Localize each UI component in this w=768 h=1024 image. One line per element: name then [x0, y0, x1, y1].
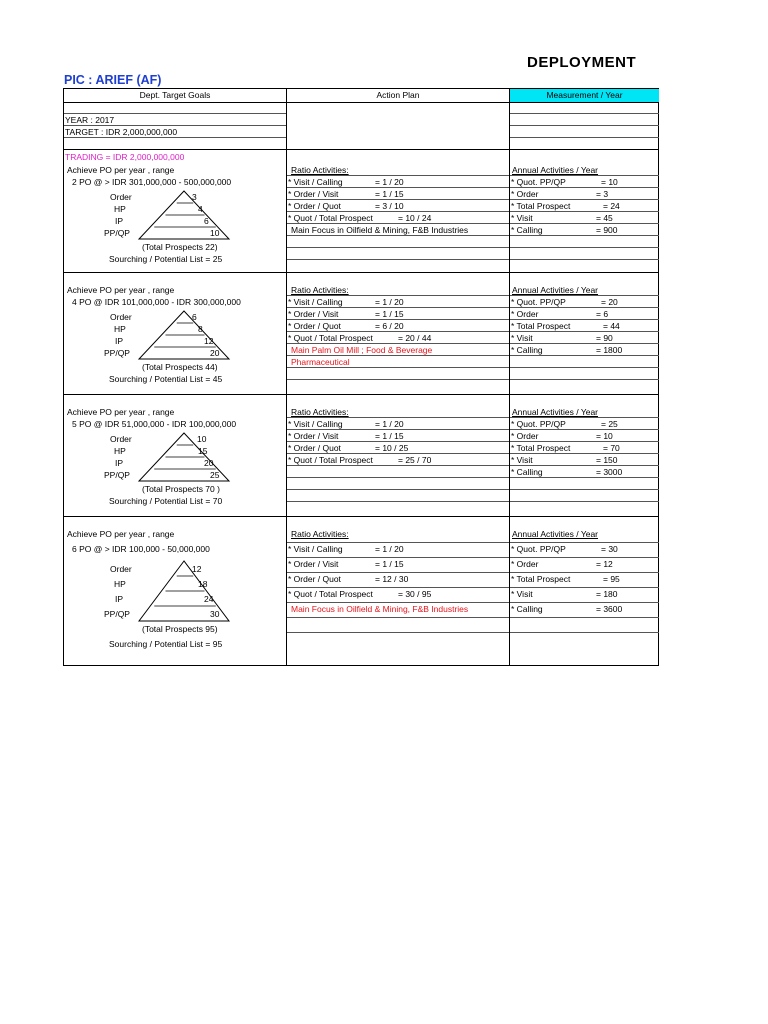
pyramid-level-label: Order: [110, 312, 132, 322]
annual-label: * Visit: [511, 455, 533, 465]
year-label: YEAR : 2017: [65, 115, 115, 125]
annual-value: = 45: [596, 213, 613, 223]
pyramid-level-label: PP/QP: [104, 348, 130, 358]
pyramid-level-value: 15: [198, 446, 208, 456]
focus-note: Main Focus in Oilfield & Mining, F&B Industries: [291, 604, 469, 614]
ratio-title: Ratio Activities:: [291, 529, 349, 539]
row-line: [287, 331, 509, 332]
row-line: [510, 199, 659, 200]
pyramid-level-value: 24: [204, 593, 214, 604]
annual-value: = 900: [596, 225, 618, 235]
annual-label: * Order: [511, 431, 539, 441]
annual-label: * Calling: [511, 604, 543, 614]
ratio-value: = 1 / 15: [375, 431, 404, 441]
pyramid-level-value: 8: [198, 324, 203, 334]
ratio-value: = 1 / 20: [375, 177, 404, 187]
annual-label: * Total Prospect: [511, 574, 571, 584]
focus-note: Main Focus in Oilfield & Mining, F&B Industries: [291, 225, 469, 235]
pyramid-level-label: HP: [114, 324, 126, 334]
annual-label: * Total Prospect: [511, 201, 571, 211]
total-prospects-label: (Total Prospects 95): [142, 624, 218, 634]
ratio-value: = 1 / 20: [375, 544, 404, 554]
row-line: [287, 379, 509, 380]
pyramid-level-value: 4: [198, 204, 203, 214]
pyramid-level-value: 30: [210, 608, 220, 619]
pyramid-level-label: IP: [115, 336, 124, 346]
row-line: [287, 211, 509, 212]
row-line: [287, 465, 509, 466]
pyramid-level-value: 12: [204, 336, 214, 346]
ratio-label: * Order / Quot: [288, 321, 341, 331]
po-range-label: 2 PO @ > IDR 301,000,000 - 500,000,000: [72, 177, 232, 187]
ratio-value: = 25 / 70: [398, 455, 432, 465]
row-line: [287, 572, 509, 573]
pyramid-level-label: Order: [110, 563, 132, 574]
annual-value: = 3: [596, 189, 609, 199]
achieve-label: Achieve PO per year , range: [67, 165, 175, 175]
annual-label: * Quot. PP/QP: [511, 297, 566, 307]
row-line: [287, 187, 509, 188]
row-line: [287, 489, 509, 490]
trading-label: TRADING = IDR 2,000,000,000: [65, 152, 185, 162]
ratio-value: = 10 / 25: [375, 443, 409, 453]
pyramid-level-label: HP: [114, 204, 126, 214]
row-line: [287, 632, 509, 633]
annual-title: Annual Activities / Year: [512, 165, 599, 175]
pyramid-level-value: 6: [192, 312, 197, 322]
annual-label: * Order: [511, 189, 539, 199]
row-line: [510, 247, 659, 248]
achieve-label: Achieve PO per year , range: [67, 285, 175, 295]
sourcing-label: Sourching / Potential List = 25: [109, 254, 223, 264]
row-line: [287, 307, 509, 308]
pyramid-level-label: IP: [115, 458, 124, 468]
row-line: [287, 247, 509, 248]
pyramid-level-value: 10: [197, 434, 207, 444]
focus-note: Pharmaceutical: [291, 357, 350, 367]
ratio-label: * Visit / Calling: [288, 177, 343, 187]
ratio-value: = 1 / 15: [375, 309, 404, 319]
ratio-label: * Visit / Calling: [288, 544, 343, 554]
ratio-value: = 30 / 95: [398, 589, 432, 599]
row-line: [510, 587, 659, 588]
row-line: [510, 307, 659, 308]
annual-value: = 95: [603, 574, 620, 584]
row-line: [510, 295, 659, 296]
pyramid-level-label: IP: [115, 593, 124, 604]
row-line: [510, 235, 659, 236]
row-line: [510, 187, 659, 188]
row-line: [287, 453, 509, 454]
header-dept-target-goals: Dept. Target Goals: [139, 90, 211, 100]
annual-value: = 180: [596, 589, 618, 599]
row-line: [287, 355, 509, 356]
row-line: [510, 331, 659, 332]
row-line: [510, 259, 659, 260]
ratio-value: = 1 / 20: [375, 419, 404, 429]
annual-label: * Calling: [511, 467, 543, 477]
ratio-label: * Order / Quot: [288, 574, 341, 584]
ratio-label: * Order / Visit: [288, 559, 339, 569]
pyramid-level-value: 18: [198, 578, 208, 589]
total-prospects-label: (Total Prospects 22): [142, 242, 218, 252]
ratio-value: = 3 / 10: [375, 201, 404, 211]
header-divider: [64, 102, 658, 103]
header-measurement-year: Measurement / Year: [510, 89, 659, 102]
row-line: [510, 223, 659, 224]
ratio-label: * Quot / Total Prospect: [288, 213, 373, 223]
row-line: [287, 319, 509, 320]
page-title: DEPLOYMENT: [527, 54, 637, 71]
ratio-label: * Visit / Calling: [288, 419, 343, 429]
focus-note: Main Palm Oil Mill ; Food & Beverage: [291, 345, 433, 355]
annual-value: = 20: [601, 297, 618, 307]
annual-value: = 25: [601, 419, 618, 429]
row-line: [510, 175, 659, 176]
pyramid-level-label: HP: [114, 578, 126, 589]
annual-label: * Order: [511, 309, 539, 319]
ratio-label: * Order / Quot: [288, 443, 341, 453]
row-line: [510, 465, 659, 466]
row-line: [510, 355, 659, 356]
row-line: [510, 319, 659, 320]
annual-value: = 3600: [596, 604, 623, 614]
row-line: [287, 417, 509, 418]
annual-value: = 1800: [596, 345, 623, 355]
header-action-plan: Action Plan: [376, 90, 420, 100]
pyramid-level-value: 20: [204, 458, 214, 468]
ratio-value: = 6 / 20: [375, 321, 404, 331]
pyramid-level-label: HP: [114, 446, 126, 456]
ratio-label: * Order / Visit: [288, 431, 339, 441]
row-line: [510, 542, 659, 543]
pyramid-level-value: 3: [192, 192, 197, 202]
row-line: [64, 113, 286, 114]
ratio-value: = 20 / 44: [398, 333, 432, 343]
row-line: [287, 429, 509, 430]
row-line: [510, 441, 659, 442]
ratio-label: * Quot / Total Prospect: [288, 333, 373, 343]
deployment-table: [63, 88, 659, 666]
pyramid-level-value: 6: [204, 216, 209, 226]
annual-label: * Visit: [511, 589, 533, 599]
annual-label: * Quot. PP/QP: [511, 419, 566, 429]
ratio-label: * Order / Visit: [288, 309, 339, 319]
row-line: [287, 259, 509, 260]
annual-label: * Quot. PP/QP: [511, 177, 566, 187]
annual-title: Annual Activities / Year: [512, 407, 599, 417]
annual-label: * Calling: [511, 225, 543, 235]
pyramid-level-label: PP/QP: [104, 228, 130, 238]
po-range-label: 5 PO @ IDR 51,000,000 - IDR 100,000,000: [72, 419, 237, 429]
pyramid-level-label: IP: [115, 216, 124, 226]
sourcing-label: Sourching / Potential List = 95: [109, 639, 223, 649]
row-line: [287, 557, 509, 558]
row-line: [287, 175, 509, 176]
ratio-title: Ratio Activities:: [291, 285, 349, 295]
annual-value: = 30: [601, 544, 618, 554]
row-line: [510, 417, 659, 418]
row-line: [510, 429, 659, 430]
row-line: [510, 343, 659, 344]
ratio-label: * Quot / Total Prospect: [288, 455, 373, 465]
annual-value: = 6: [596, 309, 609, 319]
ratio-label: * Order / Quot: [288, 201, 341, 211]
pyramid-level-label: Order: [110, 434, 132, 444]
row-line: [287, 295, 509, 296]
annual-value: = 10: [596, 431, 613, 441]
row-line: [510, 137, 659, 138]
row-line: [287, 199, 509, 200]
annual-title: Annual Activities / Year: [512, 285, 599, 295]
annual-label: * Visit: [511, 333, 533, 343]
annual-label: * Total Prospect: [511, 443, 571, 453]
row-line: [510, 632, 659, 633]
row-line: [510, 113, 659, 114]
ratio-value: = 1 / 20: [375, 297, 404, 307]
ratio-value: = 1 / 15: [375, 189, 404, 199]
annual-value: = 70: [603, 443, 620, 453]
pyramid-level-value: 20: [210, 348, 220, 358]
annual-label: * Total Prospect: [511, 321, 571, 331]
row-line: [287, 343, 509, 344]
ratio-label: * Visit / Calling: [288, 297, 343, 307]
annual-label: * Quot. PP/QP: [511, 544, 566, 554]
annual-value: = 10: [601, 177, 618, 187]
row-line: [287, 602, 509, 603]
section-divider: [64, 394, 658, 395]
pyramid-level-label: PP/QP: [104, 470, 130, 480]
pyramid-level-value: 25: [210, 470, 220, 480]
achieve-label: Achieve PO per year , range: [67, 407, 175, 417]
total-prospects-label: (Total Prospects 70 ): [142, 484, 220, 494]
ratio-value: = 12 / 30: [375, 574, 409, 584]
row-line: [510, 125, 659, 126]
row-line: [510, 367, 659, 368]
ratio-label: * Quot / Total Prospect: [288, 589, 373, 599]
row-line: [287, 235, 509, 236]
pic-label: PIC : ARIEF (AF): [64, 73, 162, 87]
section-divider: [64, 272, 658, 273]
pyramid-level-value: 12: [192, 563, 202, 574]
row-line: [510, 489, 659, 490]
row-line: [64, 137, 286, 138]
sourcing-label: Sourching / Potential List = 45: [109, 374, 223, 384]
ratio-label: * Order / Visit: [288, 189, 339, 199]
sourcing-label: Sourching / Potential List = 70: [109, 496, 223, 506]
section-divider: [64, 149, 658, 150]
annual-value: = 3000: [596, 467, 623, 477]
annual-value: = 90: [596, 333, 613, 343]
row-line: [510, 453, 659, 454]
ratio-title: Ratio Activities:: [291, 165, 349, 175]
annual-label: * Order: [511, 559, 539, 569]
ratio-value: = 10 / 24: [398, 213, 432, 223]
annual-title: Annual Activities / Year: [512, 529, 599, 539]
row-line: [510, 617, 659, 618]
row-line: [287, 587, 509, 588]
row-line: [287, 441, 509, 442]
row-line: [510, 211, 659, 212]
row-line: [510, 602, 659, 603]
pyramid-level-value: 10: [210, 228, 220, 238]
pyramid-level-label: PP/QP: [104, 608, 130, 619]
row-line: [287, 617, 509, 618]
row-line: [287, 223, 509, 224]
row-line: [510, 572, 659, 573]
ratio-value: = 1 / 15: [375, 559, 404, 569]
annual-value: = 12: [596, 559, 613, 569]
annual-label: * Visit: [511, 213, 533, 223]
po-range-label: 6 PO @ > IDR 100,000 - 50,000,000: [72, 544, 210, 554]
annual-label: * Calling: [511, 345, 543, 355]
row-line: [510, 501, 659, 502]
ratio-title: Ratio Activities:: [291, 407, 349, 417]
po-range-label: 4 PO @ IDR 101,000,000 - IDR 300,000,000: [72, 297, 241, 307]
section-divider: [64, 516, 658, 517]
row-line: [287, 367, 509, 368]
pyramid-level-label: Order: [110, 192, 132, 202]
row-line: [287, 477, 509, 478]
target-label: TARGET : IDR 2,000,000,000: [65, 127, 178, 137]
annual-value: = 44: [603, 321, 620, 331]
row-line: [510, 477, 659, 478]
row-line: [510, 379, 659, 380]
row-line: [64, 125, 286, 126]
annual-value: = 150: [596, 455, 618, 465]
row-line: [510, 557, 659, 558]
row-line: [287, 542, 509, 543]
annual-value: = 24: [603, 201, 620, 211]
row-line: [287, 501, 509, 502]
achieve-label: Achieve PO per year , range: [67, 529, 175, 539]
total-prospects-label: (Total Prospects 44): [142, 362, 218, 372]
